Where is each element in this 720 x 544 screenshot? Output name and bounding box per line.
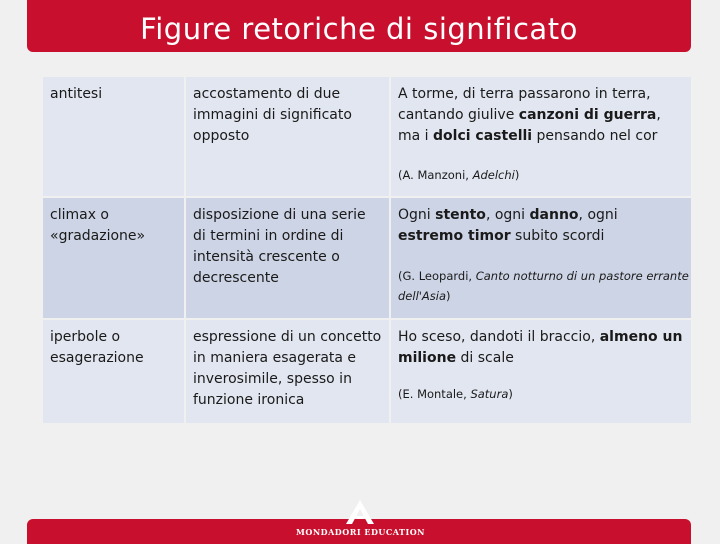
definition-text: accostamento di due immagini di significato opposto [193, 86, 352, 144]
example-cell [391, 77, 691, 196]
example-highlight: almeno un milione [398, 329, 683, 366]
example-segment: pensando nel cor [532, 128, 658, 144]
publisher-logo-icon [344, 500, 376, 524]
example-text [398, 205, 684, 247]
example-segment: subito scordi [510, 228, 605, 244]
example-highlight: stento [435, 207, 486, 223]
title-bar [27, 0, 691, 52]
term-cell [43, 320, 184, 423]
definition-cell [186, 198, 389, 318]
example-text [398, 84, 684, 147]
example-highlight: estremo timor [398, 228, 511, 244]
term-cell [43, 198, 184, 318]
term-label: iperbole o esagerazione [50, 329, 144, 366]
definition-cell [186, 320, 389, 423]
definition-text: disposizione di una serie di termini in ordine di intensità crescente o decrescente [193, 207, 366, 286]
example-segment: , ogni [485, 207, 530, 223]
definition-text: espressione di un concetto in maniera esagerata e inverosimile, spesso in funzione ironica [193, 329, 382, 408]
publisher-logo-text: MONDADORI EDUCATION [296, 527, 425, 537]
example-cell [391, 320, 691, 423]
page-title: Figure retoriche di significato [140, 12, 578, 46]
example-segment: , ma i [398, 107, 661, 144]
example-segment: A torme, di terra passarono in terra, cantando giulive [398, 86, 651, 123]
definition-cell [186, 77, 389, 196]
example-cell [391, 198, 691, 318]
publisher-logo [288, 500, 433, 540]
example-source: (G. Leopardi, Canto notturno di un pastore errante dell'Asia) [398, 269, 689, 303]
example-text [398, 327, 684, 369]
example-segment: Ho sceso, dandoti il braccio, [398, 329, 600, 345]
example-segment: , ogni [578, 207, 618, 223]
example-segment: Ogni [398, 207, 436, 223]
example-highlight: dolci castelli [433, 128, 533, 144]
example-highlight: danno [529, 207, 579, 223]
example-segment: di scale [456, 350, 514, 366]
example-source: (E. Montale, Satura) [398, 387, 513, 401]
example-source: (A. Manzoni, Adelchi) [398, 168, 520, 182]
term-label: antitesi [50, 86, 103, 102]
figures-table [43, 77, 691, 423]
term-cell [43, 77, 184, 196]
term-label: climax o «gradazione» [50, 207, 146, 244]
example-highlight: canzoni di guerra [518, 107, 657, 123]
